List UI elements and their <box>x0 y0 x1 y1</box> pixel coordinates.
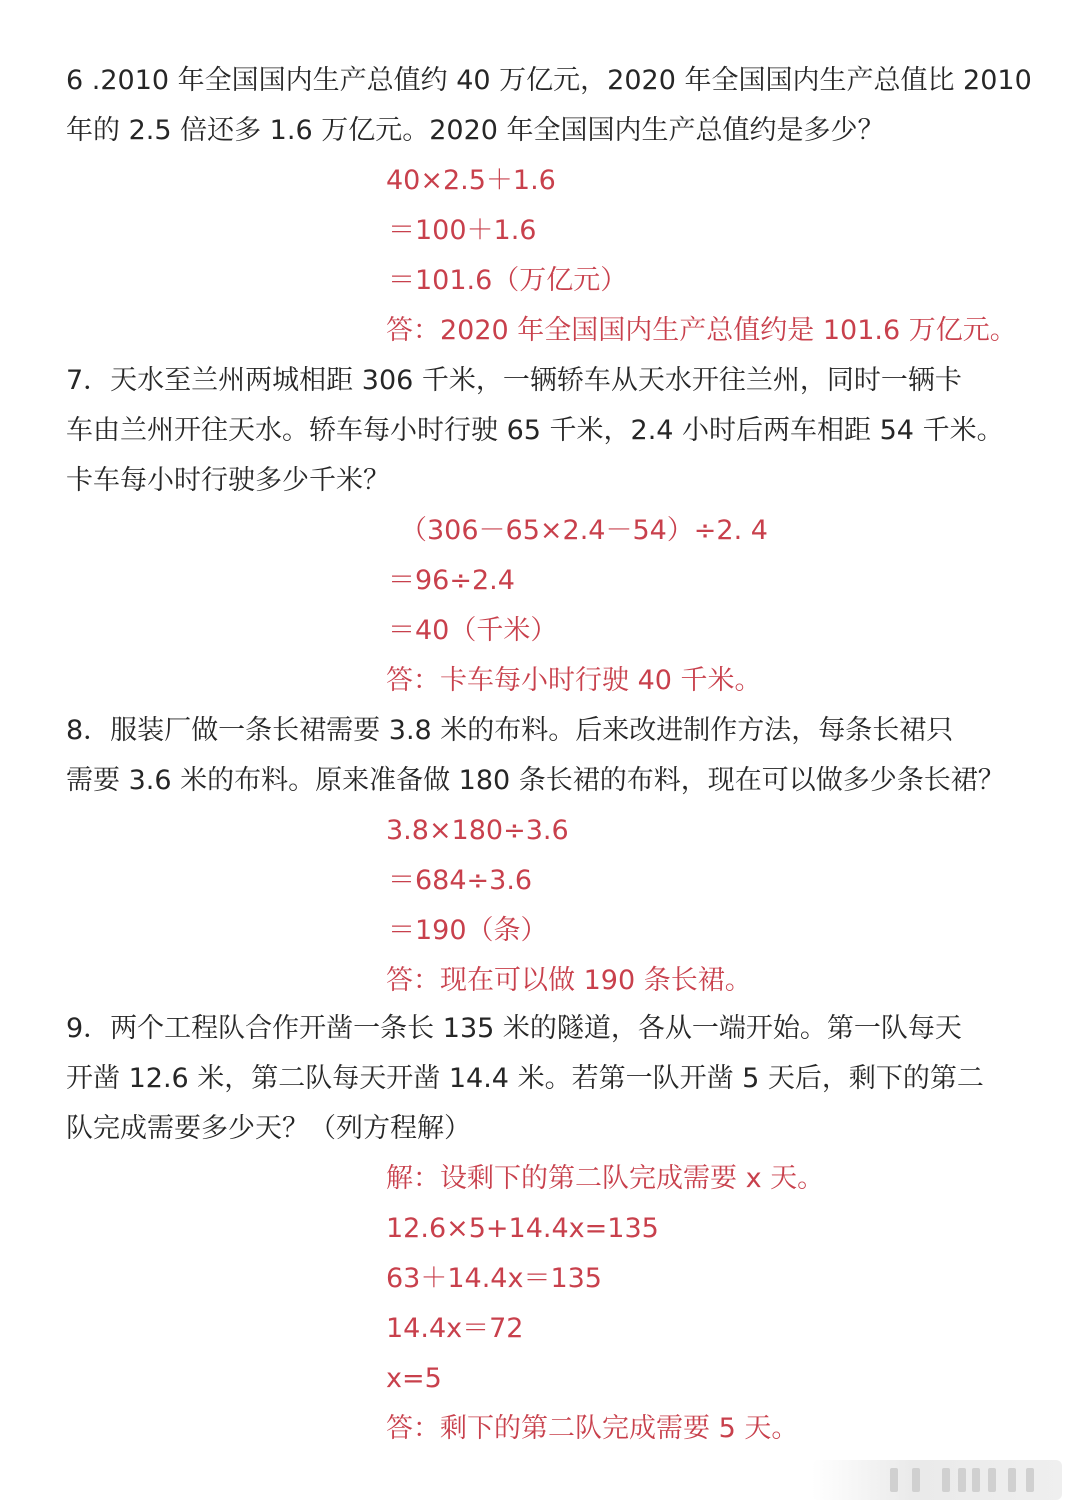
problem-7-question-line-1: 7．天水至兰州两城相距 306 千米，一辆轿车从天水开往兰州，同时一辆卡 <box>66 365 962 396</box>
problem-9-solution-intro: 解：设剩下的第二队完成需要 x 天。 <box>386 1163 825 1194</box>
problem-8-solution-step-3: ＝190（条） <box>388 915 548 946</box>
problem-7-question-line-3: 卡车每小时行驶多少千米？ <box>66 465 390 496</box>
problem-6-question-line-1: 6 .2010 年全国国内生产总值约 40 万亿元，2020 年全国国内生产总值比 2010 <box>66 65 1032 96</box>
problem-7-answer: 答：卡车每小时行驶 40 千米。 <box>386 665 762 696</box>
problem-9-question-line-1: 9．两个工程队合作开凿一条长 135 米的隧道，各从一端开始。第一队每天 <box>66 1013 962 1044</box>
problem-9-answer: 答：剩下的第二队完成需要 5 天。 <box>386 1413 799 1444</box>
problem-7-question-line-2: 车由兰州开往天水。轿车每小时行驶 65 千米，2.4 小时后两车相距 54 千米。 <box>66 415 1004 446</box>
problem-9-question-line-2: 开凿 12.6 米，第二队每天开凿 14.4 米。若第一队开凿 5 天后，剩下的第二 <box>66 1063 984 1094</box>
problem-8-answer: 答：现在可以做 190 条长裙。 <box>386 965 752 996</box>
problem-6-question-line-2: 年的 2.5 倍还多 1.6 万亿元。2020 年全国国内生产总值约是多少？ <box>66 115 885 146</box>
problem-8-question-line-1: 8．服装厂做一条长裙需要 3.8 米的布料。后来改进制作方法，每条长裙只 <box>66 715 954 746</box>
problem-9-solution-step-4: x=5 <box>386 1363 442 1394</box>
problem-8-question-line-2: 需要 3.6 米的布料。原来准备做 180 条长裙的布料，现在可以做多少条长裙？ <box>66 765 1005 796</box>
problem-6-solution-step-3: ＝101.6（万亿元） <box>388 265 628 296</box>
problem-9-solution-step-1: 12.6×5+14.4x=135 <box>386 1213 659 1244</box>
problem-7-solution-step-2: ＝96÷2.4 <box>388 565 515 596</box>
problem-6-answer: 答：2020 年全国国内生产总值约是 101.6 万亿元。 <box>386 315 1017 346</box>
problem-7-solution-step-3: ＝40（千米） <box>388 615 558 646</box>
problem-6-solution-step-2: ＝100＋1.6 <box>388 215 537 246</box>
problem-9-question-line-3: 队完成需要多少天？（列方程解） <box>66 1113 471 1144</box>
problem-7-solution-step-1: （306－65×2.4－54）÷2. 4 <box>400 515 768 546</box>
problem-9-solution-step-3: 14.4x＝72 <box>386 1313 524 1344</box>
problem-8-solution-step-2: ＝684÷3.6 <box>388 865 533 896</box>
blurred-watermark <box>812 1460 1062 1500</box>
problem-9-solution-step-2: 63＋14.4x＝135 <box>386 1263 602 1294</box>
problem-8-solution-step-1: 3.8×180÷3.6 <box>386 815 569 846</box>
problem-6-solution-step-1: 40×2.5＋1.6 <box>386 165 556 196</box>
